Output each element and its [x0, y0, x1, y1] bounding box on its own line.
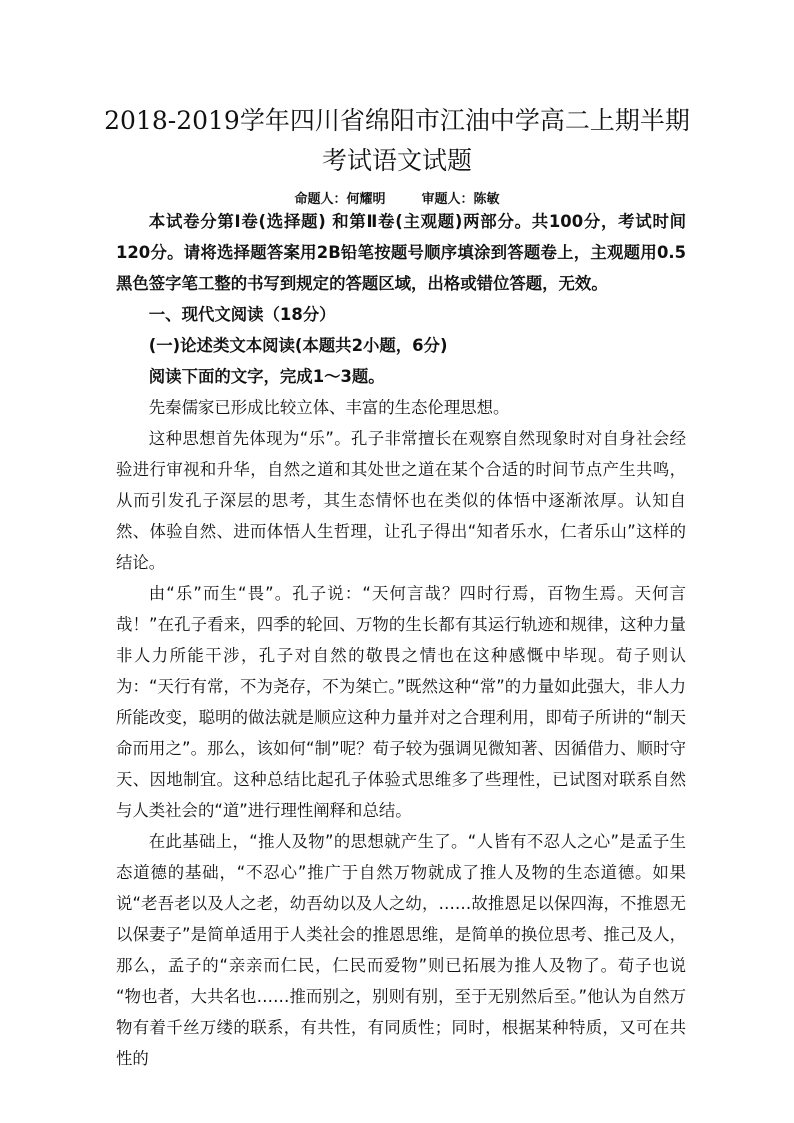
reading-task: 阅读下面的文字，完成1～3题。	[148, 367, 385, 386]
author-line	[100, 188, 694, 207]
document-title-line-2: 考试语文试题	[321, 146, 472, 175]
document-body	[116, 206, 686, 1074]
passage-paragraph: 先秦儒家已形成比较立体、丰富的生态伦理思想。	[148, 398, 510, 417]
passage-paragraph: 在此基础上，“推人及物”的思想就产生了。“人皆有不忍人之心”是孟子生态道德的基础，“不忍心”推广于自然万物就成了推人及物的生态道德。如果说“老吾老以及人之老，幼吾幼以及人之幼，……故推恩足以保四海，不推恩无以保妻子”是简单适用于人类社会的推恩思维，是简单的换位思考、推己及人，那么，孟子的“亲亲而仁民，仁民而爱物”则已拓展为推人及物了。荀子也说 “物也者，大共名也……推而别之，别则有别，至于无别然后至。”他认为自然万物有着千丝万缕的联系，有共性，有同质性；同时，根据某种特质，又可在共性的	[116, 832, 686, 1068]
reviewer-name: 审题人：陈敏	[421, 192, 500, 207]
proposer-name: 命题人：何耀明	[294, 192, 386, 207]
subsection-heading: (一)论述类文本阅读(本题共2小题，6分)	[148, 336, 448, 355]
passage-paragraph: 这种思想首先体现为“乐”。孔子非常擅长在观察自然现象时对自身社会经验进行审视和升华，自然之道和其处世之道在某个合适的时间节点产生共鸣，从而引发孔子深层的思考，其生态情怀也在类似的体悟中逐渐浓厚。认知自然、体验自然、进而体悟人生哲理，让孔子得出“知者乐水，仁者乐山”这样的结论。	[116, 429, 686, 572]
passage-paragraph: 由“乐”而生“畏”。孔子说：“天何言哉？四时行焉，百物生焉。天何言哉！”在孔子看来，四季的轮回、万物的生长都有其运行轨迹和规律，这种力量非人力所能干涉，孔子对自然的敬畏之情也在这种感慨中毕现。荀子则认为：“天行有常，不为尧存，不为桀亡。”既然这种“常”的力量如此强大，非人力所能改变，聪明的做法就是顺应这种力量并对之合理利用，即荀子所讲的“制天命而用之”。那么，该如何“制”呢？荀子较为强调见微知著、因循借力、顺时守天、因地制宜。这种总结比起孔子体验式思维多了些理性，已试图对联系自然与人类社会的“道”进行理性阐释和总结。	[116, 584, 686, 820]
section-heading: 一、现代文阅读（18分）	[148, 305, 336, 324]
document-title-line-1: 2018-2019学年四川省绵阳市江油中学高二上期半期	[104, 106, 690, 135]
exam-instructions: 本试卷分第Ⅰ卷(选择题) 和第Ⅱ卷(主观题)两部分。共100分，考试时间120分。请将选择题答案用2B铅笔按题号顺序填涂到答题卷上，主观题用0.5黑色签字笔工整的书写到规定的答题区域，出格或错位答题，无效。	[116, 212, 686, 293]
